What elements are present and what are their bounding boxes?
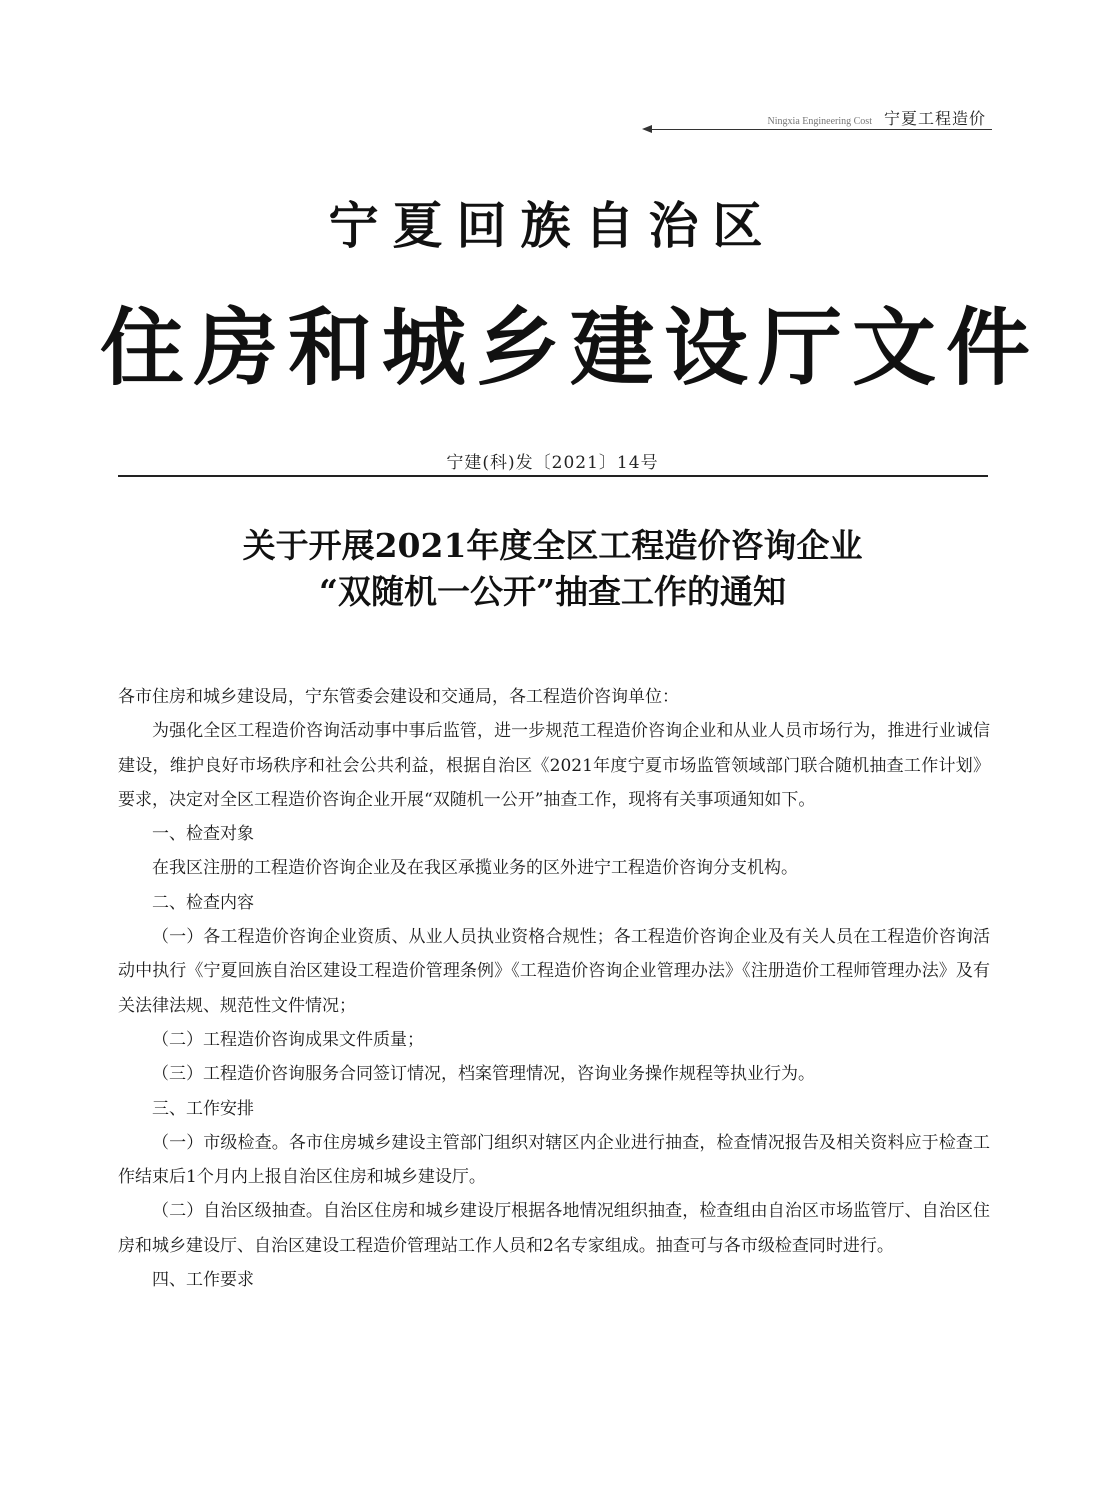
paragraph-arrangement-item-2: （二）自治区级抽查。自治区住房和城乡建设厅根据各地情况组织抽查，检查组由自治区市场监管厅、自治区住房和城乡建设厅、自治区建设工程造价管理站工作人员和2名专家组成。抽查可与各市级检查同时进行。 xyxy=(118,1201,990,1256)
paragraph-arrangement-item-1: （一）市级检查。各市住房城乡建设主管部门组织对辖区内企业进行抽查，检查情况报告及相关资料应于检查工作结束后1个月内上报自治区住房和城乡建设厅。 xyxy=(118,1132,990,1188)
addressee: 各市住房和城乡建设局，宁东管委会建设和交通局，各工程造价咨询单位： xyxy=(118,687,679,707)
issuer-document-heading: 住房和城乡建设厅文件 xyxy=(100,299,1041,397)
issuer-name: 宁夏回族自治区 xyxy=(328,197,777,255)
paragraph-content-item-1: （一）各工程造价咨询企业资质、从业人员执业资格合规性；各工程造价咨询企业及有关人员在工程造价咨询活动中执行《宁夏回族自治区建设工程造价管理条例》《工程造价咨询企业管理办法》《注册造价工程师管理办法》及有关法律法规、规范性文件情况； xyxy=(118,927,990,1016)
running-header xyxy=(640,104,992,134)
running-header-rule xyxy=(650,129,992,130)
header-divider xyxy=(118,475,988,477)
section-heading-inspection-content: 二、检查内容 xyxy=(152,892,254,913)
journal-name-chinese: 宁夏工程造价 xyxy=(883,109,986,128)
paragraph-inspection-targets: 在我区注册的工程造价咨询企业及在我区承揽业务的区外进宁工程造价咨询分支机构。 xyxy=(152,858,798,879)
document-number: 宁建(科)发〔2021〕14号 xyxy=(446,453,659,473)
running-header-text xyxy=(768,106,986,129)
paragraph-intro: 为强化全区工程造价咨询活动事中事后监管，进一步规范工程造价咨询企业和从业人员市场行为，推进行业诚信建设，维护良好市场秩序和社会公共利益，根据自治区《2021年度宁夏市场监管领域部门联合随机抽查工作计划》要求，决定对全区工程造价咨询企业开展“双随机一公开”抽查工作，现将有关事项通知如下。 xyxy=(118,721,990,810)
section-heading-work-arrangement: 三、工作安排 xyxy=(152,1098,254,1119)
notice-body xyxy=(118,680,990,1297)
journal-name-english: Ningxia Engineering Cost xyxy=(767,116,872,127)
notice-title-line1: 关于开展2021年度全区工程造价咨询企业 xyxy=(242,526,863,565)
paragraph-content-item-2: （二）工程造价咨询成果文件质量； xyxy=(152,1029,424,1050)
section-heading-work-requirements: 四、工作要求 xyxy=(152,1270,254,1291)
section-heading-inspection-targets: 一、检查对象 xyxy=(152,824,254,845)
notice-title xyxy=(0,523,1105,615)
paragraph-content-item-3: （三）工程造价咨询服务合同签订情况，档案管理情况，咨询业务操作规程等执业行为。 xyxy=(152,1064,815,1085)
notice-title-line2: “双随机一公开”抽查工作的通知 xyxy=(319,572,786,611)
